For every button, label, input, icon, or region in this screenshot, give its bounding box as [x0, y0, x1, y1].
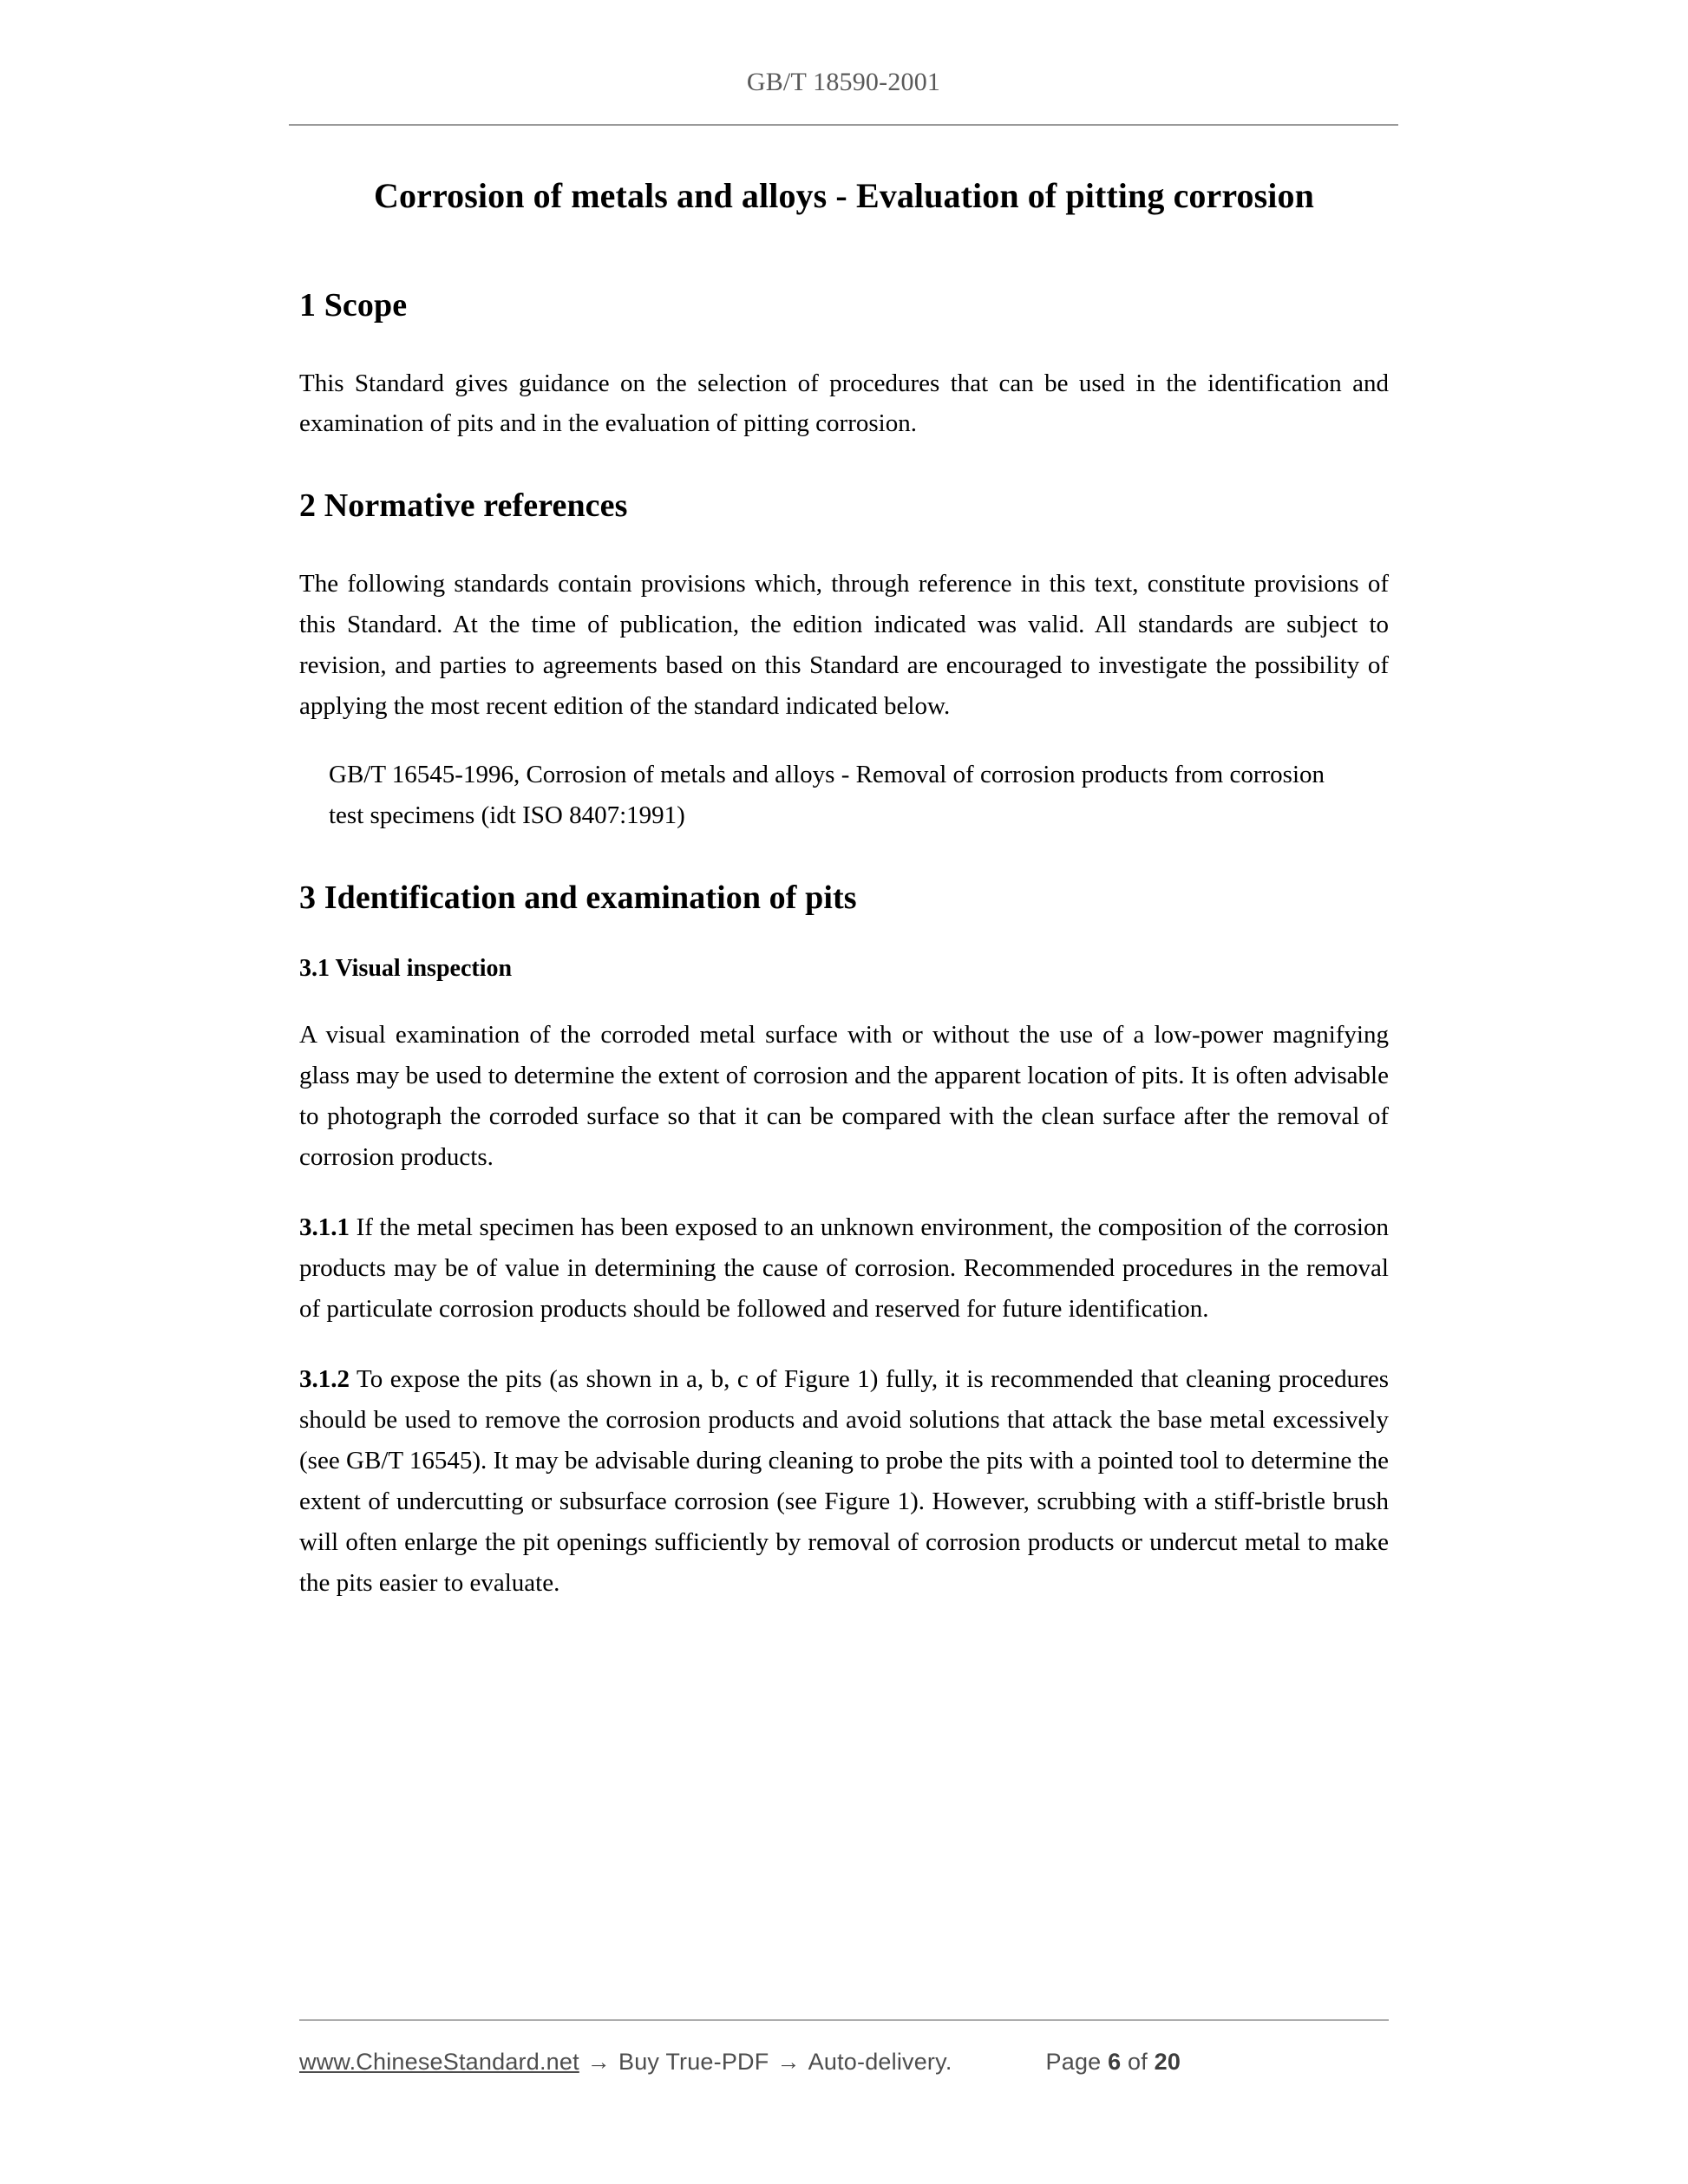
page-title-line-1: Corrosion of metals and alloys - Evaluation of pitting [374, 176, 1165, 215]
spacer [299, 1178, 1389, 1207]
normative-reference-entry: GB/T 16545-1996, Corrosion of metals and alloys - Removal of corrosion products from corrosion test specimens (idt ISO 8407:1991) [329, 760, 1325, 829]
running-header [289, 68, 1398, 96]
clause-number-3-1-1: 3.1.1 [299, 1213, 350, 1242]
spacer [299, 527, 1389, 564]
spacer [299, 223, 1389, 285]
footer-promo-buy: Buy True-PDF [618, 2049, 769, 2075]
arrow-right-icon-2: → [776, 2049, 801, 2075]
of-label: of [1128, 2049, 1148, 2075]
chinesestandard-link[interactable]: www.ChineseStandard.net [299, 2049, 579, 2075]
clause-text-3-1-2: To expose the pits (as shown in a, b, c of Figure 1) fully, it is recommended that cleaning procedures should be used to remove the corrosion products and avoid solutions that attack the base metal excessively (see GB/T 16545). It may be advisable during cleaning to probe the pits with a pointed tool to determine the extent of undercutting or subsurface corrosion (see Figure 1). However, scrubbing with a stiff-bristle brush will often enlarge the pit openings sufficiently by removal of corrosion products or undercut metal to make the pits easier to evaluate. [299, 1365, 1389, 1597]
footer-promo-delivery: Auto-delivery. [808, 2049, 952, 2075]
spacer [299, 1330, 1389, 1359]
page-label: Page [1045, 2049, 1102, 2075]
page-title-line-2: corrosion [1173, 176, 1314, 215]
spacer [299, 836, 1389, 878]
heading-section-1: 1 Scope [299, 287, 408, 324]
page-indicator [1046, 2049, 1181, 2076]
clause-text-3-1-1: If the metal specimen has been exposed to an unknown environment, the composition of the corrosion products may be of value in determining the cause of corrosion. Recommended procedures in the removal of particulate corrosion products should be followed and reserved for future identification. [299, 1213, 1389, 1324]
spacer [299, 727, 1389, 755]
spacer [299, 327, 1389, 363]
footer-promo [299, 2049, 952, 2076]
heading-section-3: 3 Identification and examination of pits [299, 879, 857, 916]
standard-number: GB/T 18590-2001 [746, 68, 941, 96]
page-title [299, 169, 1389, 223]
document-content [299, 169, 1389, 1604]
clause-number-3-1-2: 3.1.2 [299, 1365, 350, 1394]
spacer [299, 919, 1389, 953]
arrow-right-icon: → [586, 2049, 611, 2075]
paragraph-visual-inspection: A visual examination of the corroded metal surface with or without the use of a low-power magnifying glass may be used to determine the extent of corrosion and the apparent location of pits. It is often advisable to photograph the corroded surface so that it can be compared with the clean surface after the removal of corrosion products. [299, 1021, 1389, 1172]
footer-divider [299, 2019, 1389, 2021]
paragraph-normative-references: The following standards contain provisions which, through reference in this text, constitute provisions of this Standard. At the time of publication, the edition indicated was valid. All standards are subject to revision, and parties to agreements based on this Standard are encouraged to investigate the possibility of applying the most recent edition of the standard indicated below. [299, 569, 1389, 720]
paragraph-scope: This Standard gives guidance on the selection of procedures that can be used in the identification and examination of pits and in the evaluation of pitting corrosion. [299, 369, 1389, 438]
page-number: 6 [1108, 2049, 1122, 2075]
heading-section-3-1: 3.1 Visual inspection [299, 955, 513, 983]
heading-section-2: 2 Normative references [299, 487, 628, 525]
paragraph-3-1-2 [299, 1359, 1389, 1604]
page-total: 20 [1154, 2049, 1181, 2075]
spacer [299, 984, 1389, 1015]
header-divider [289, 124, 1398, 126]
page-footer [299, 2049, 1389, 2076]
spacer [299, 444, 1389, 486]
paragraph-3-1-1 [299, 1207, 1389, 1330]
